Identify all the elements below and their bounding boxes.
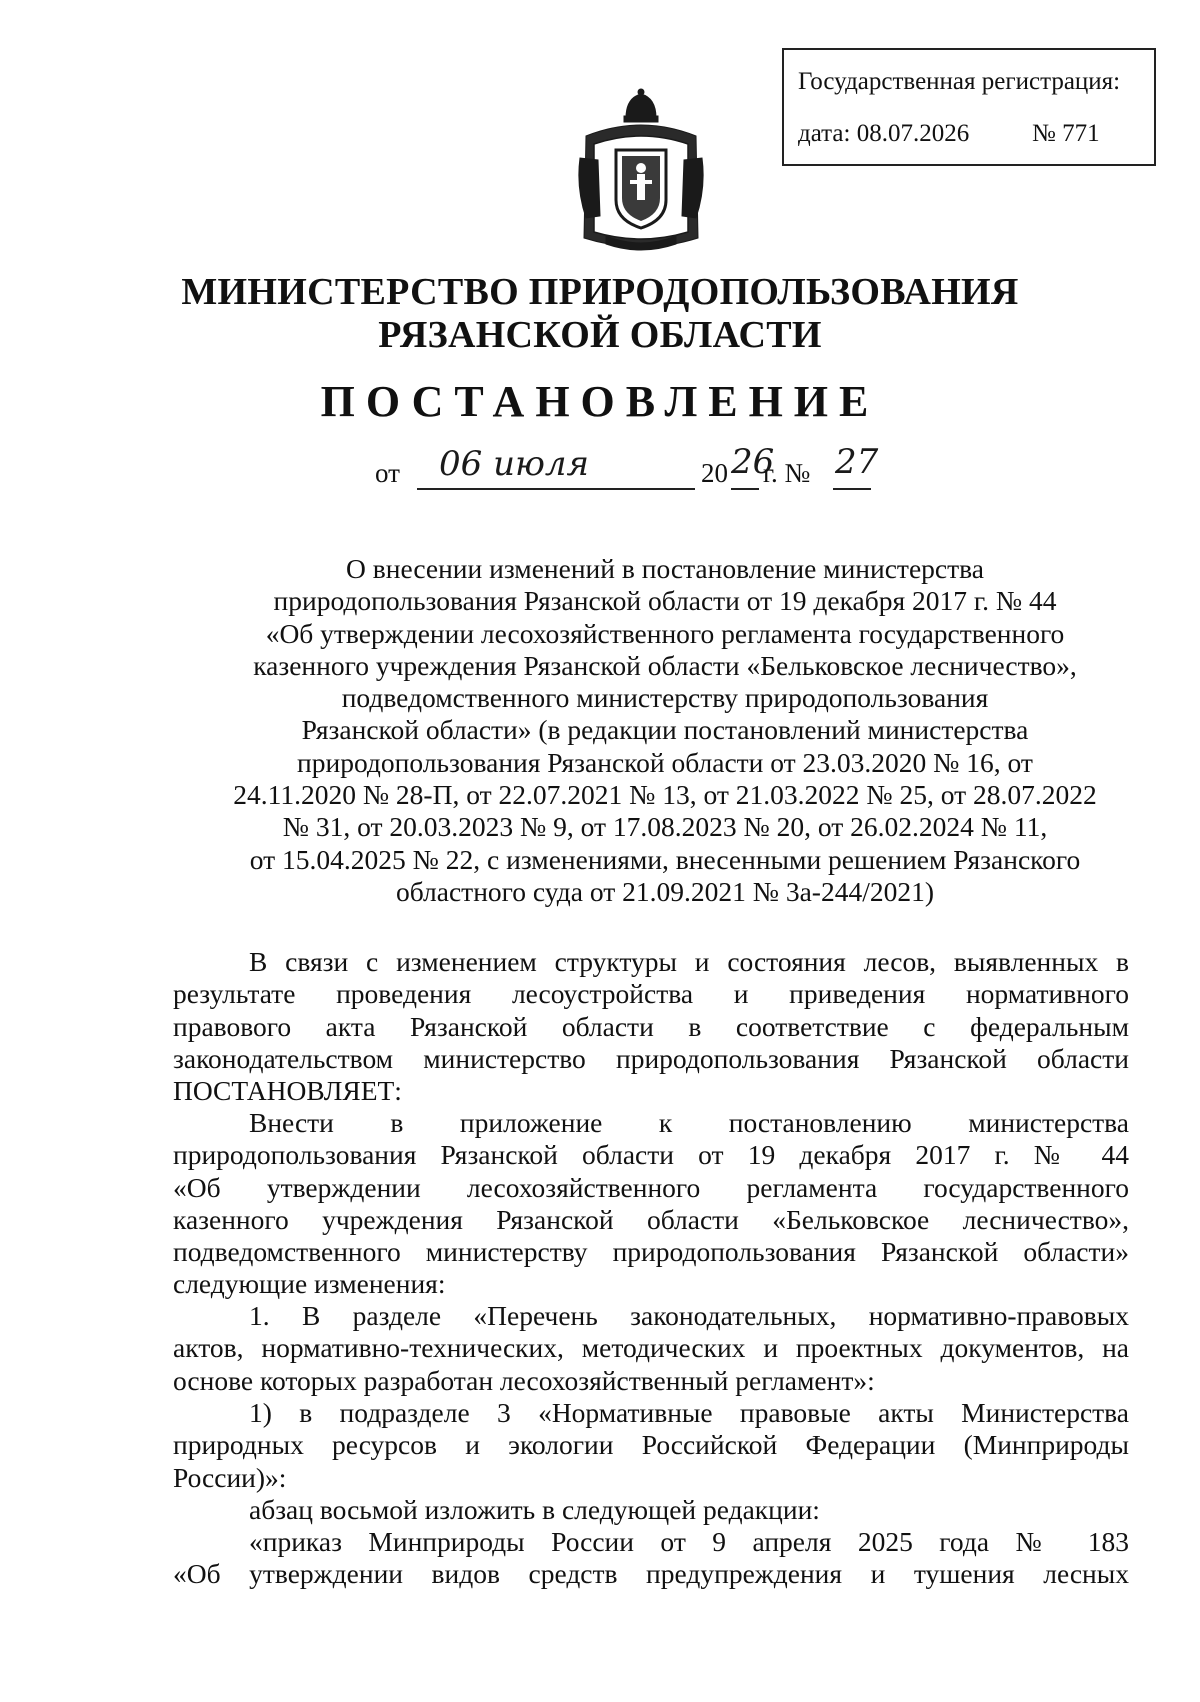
text-line: абзац восьмой изложить в следующей редакции: <box>249 1494 820 1525</box>
year-underline <box>731 488 759 490</box>
registration-date: дата: 08.07.2026 <box>798 120 970 147</box>
text-line: ПОСТАНОВЛЯЕТ: <box>173 1075 402 1107</box>
handwritten-number: 27 <box>835 442 879 482</box>
text-line: «приказ Минприроды России от 9 апреля 2025 года № 183 <box>249 1526 1129 1557</box>
date-prefix: от <box>375 458 400 488</box>
subject-line: Рязанской области» (в редакции постановлений министерства <box>301 714 1029 746</box>
ministry-name-line2: РЯЗАНСКОЙ ОБЛАСТИ <box>378 314 822 356</box>
ministry-name-line1: МИНИСТЕРСТВО ПРИРОДОПОЛЬЗОВАНИЯ <box>181 271 1019 313</box>
text-line: казенного учреждения Рязанской области «Бельковское лесничество», <box>173 1203 1129 1235</box>
text-line: «Об утверждении видов средств предупреждения и тушения лесных <box>173 1558 1129 1590</box>
registration-number: № 771 <box>1032 120 1100 147</box>
handwritten-date: 06 июля <box>439 444 590 484</box>
year-suffix: г. № <box>763 458 811 488</box>
text-line: Внести в приложение к постановлению министерства <box>249 1107 1129 1138</box>
subject-line: О внесении изменений в постановление министерства <box>346 553 984 584</box>
handwritten-year: 26 <box>731 442 775 482</box>
subject-line: природопользования Рязанской области от 23.03.2020 № 16, от <box>297 746 1033 778</box>
paragraph-subitem-1 <box>173 1397 1129 1494</box>
paragraph-item-1 <box>173 1300 1129 1397</box>
paragraph-quoted-text <box>173 1526 1129 1591</box>
subject-line: № 31, от 20.03.2023 № 9, от 17.08.2023 № 20, от 26.02.2024 № 11, <box>282 811 1048 843</box>
ryazan-coat-of-arms-icon <box>576 88 706 256</box>
registration-stamp <box>782 48 1156 166</box>
subject-line: 24.11.2020 № 28-П, от 22.07.2021 № 13, от 21.03.2022 № 25, от 28.07.2022 <box>233 779 1097 811</box>
document-type: ПОСТАНОВЛЕНИЕ <box>320 377 880 426</box>
text-line: актов, нормативно-технических, методических и проектных документов, на <box>173 1332 1129 1364</box>
text-line: В связи с изменением структуры и состояния лесов, выявленных в <box>249 946 1129 977</box>
text-line: природных ресурсов и экологии Российской Федерации (Минприроды <box>173 1429 1129 1461</box>
subject-line: казенного учреждения Рязанской области «Бельковское лесничество», <box>253 649 1077 681</box>
paragraph-amendment-intro <box>173 1107 1129 1301</box>
text-line: природопользования Рязанской области от 19 декабря 2017 г. № 44 <box>173 1139 1129 1171</box>
paragraph-instruction <box>173 1494 1129 1526</box>
document-subject <box>200 553 1130 908</box>
subject-line: от 15.04.2025 № 22, с изменениями, внесенными решением Рязанского <box>249 843 1081 875</box>
paragraph-preamble <box>173 946 1129 1107</box>
text-line: основе которых разработан лесохозяйственный регламент»: <box>173 1364 875 1396</box>
subject-line: природопользования Рязанской области от 19 декабря 2017 г. № 44 <box>273 585 1057 617</box>
subject-line: «Об утверждении лесохозяйственного регламента государственного <box>265 617 1065 649</box>
text-line: правового акта Рязанской области в соответствие с федеральным <box>173 1010 1129 1042</box>
number-underline <box>833 488 871 490</box>
subject-line: подведомственного министерству природопользования <box>341 682 989 714</box>
text-line: 1. В разделе «Перечень законодательных, нормативно-правовых <box>249 1300 1129 1331</box>
text-line: законодательством министерство природопользования Рязанской области <box>173 1042 1129 1074</box>
year-prefix: 20 <box>701 458 728 488</box>
registration-title: Государственная регистрация: <box>798 68 1121 95</box>
text-line: подведомственного министерству природопользования Рязанской области» <box>173 1236 1129 1268</box>
subject-line: областного суда от 21.09.2021 № 3а-244/2021) <box>395 875 934 907</box>
text-line: «Об утверждении лесохозяйственного регламента государственного <box>173 1171 1129 1203</box>
text-line: результате проведения лесоустройства и приведения нормативного <box>173 978 1129 1010</box>
date-underline <box>417 488 695 490</box>
text-line: 1) в подразделе 3 «Нормативные правовые акты Министерства <box>249 1397 1129 1428</box>
text-line: следующие изменения: <box>173 1268 446 1300</box>
text-line: России)»: <box>173 1461 287 1493</box>
